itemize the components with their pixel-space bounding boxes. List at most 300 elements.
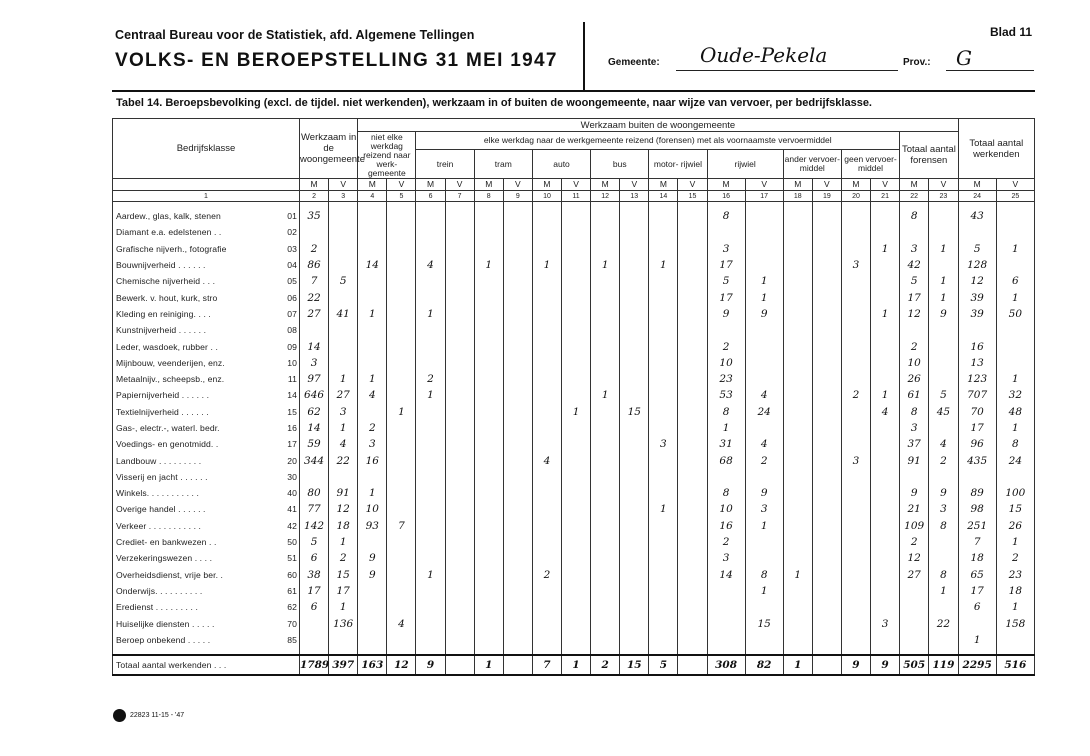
- row-name: Overige handel . . . . . .: [116, 504, 206, 515]
- table-cell: 23: [707, 371, 745, 387]
- table-cell: [678, 534, 707, 550]
- table-cell: [474, 534, 503, 550]
- table-cell: [562, 306, 591, 322]
- table-cell: [678, 338, 707, 354]
- table-cell: [812, 289, 841, 305]
- table-cell: 3: [329, 404, 358, 420]
- table-cell: [871, 501, 900, 517]
- header-v: V: [445, 179, 474, 191]
- table-cell: [620, 615, 649, 631]
- row-name: Beroep onbekend . . . . .: [116, 634, 211, 645]
- table-cell: [649, 567, 678, 583]
- table-cell: [474, 469, 503, 485]
- table-cell: [812, 338, 841, 354]
- table-cell: [387, 567, 416, 583]
- table-cell: 1: [329, 420, 358, 436]
- table-cell: [503, 632, 532, 648]
- table-cell: [620, 420, 649, 436]
- table-cell: [678, 404, 707, 420]
- table-cell: [562, 583, 591, 599]
- header-mode: trein: [416, 150, 474, 179]
- table-cell: 9: [745, 485, 783, 501]
- table-cell: [503, 355, 532, 371]
- row-label: [113, 567, 300, 583]
- table-cell: 1: [996, 289, 1034, 305]
- table-cell: [649, 387, 678, 403]
- table-cell: [591, 355, 620, 371]
- header-elke-werkdag: elke werkdag naar de werkgemeente reizend (forensen) met als voornaamste vervoermiddel: [416, 132, 900, 150]
- table-cell: 8: [745, 567, 783, 583]
- census-title: VOLKS- EN BEROEPSTELLING 31 MEI 1947: [115, 50, 558, 71]
- row-name: Metaalnijv., scheepsb., enz.: [116, 374, 225, 385]
- table-cell: [783, 615, 812, 631]
- table-cell: [871, 208, 900, 224]
- table-cell: [812, 224, 841, 240]
- table-cell: 17: [958, 583, 996, 599]
- table-cell: [329, 208, 358, 224]
- table-cell: [871, 322, 900, 338]
- table-cell: [841, 550, 870, 566]
- table-cell: 8: [707, 208, 745, 224]
- table-cell: [591, 583, 620, 599]
- table-cell: [841, 404, 870, 420]
- table-cell: 158: [996, 615, 1034, 631]
- table-cell: 39: [958, 306, 996, 322]
- table-cell: 1: [329, 599, 358, 615]
- table-cell: [532, 273, 561, 289]
- table-cell: 5: [929, 387, 958, 403]
- table-cell: 17: [329, 583, 358, 599]
- row-label: [113, 469, 300, 485]
- header-left: [115, 28, 558, 72]
- table-cell: [707, 615, 745, 631]
- row-code: 51: [287, 553, 298, 564]
- table-cell: [562, 567, 591, 583]
- table-cell: [929, 338, 958, 354]
- row-label: [113, 550, 300, 566]
- table-cell: [871, 550, 900, 566]
- table-cell: 109: [900, 518, 929, 534]
- table-cell: 35: [300, 208, 329, 224]
- gemeente-label: Gemeente:: [608, 57, 660, 68]
- table-cell: [929, 420, 958, 436]
- table-row: [113, 599, 1035, 615]
- table-cell: [474, 404, 503, 420]
- row-code: 17: [287, 439, 298, 450]
- row-label: [113, 306, 300, 322]
- table-cell: 27: [900, 567, 929, 583]
- table-row: [113, 404, 1035, 420]
- table-cell: [387, 224, 416, 240]
- row-name: Winkels. . . . . . . . . . .: [116, 488, 200, 499]
- table-cell: [678, 632, 707, 648]
- table-cell: [812, 436, 841, 452]
- table-cell: [678, 550, 707, 566]
- table-cell: 251: [958, 518, 996, 534]
- table-cell: 8: [996, 436, 1034, 452]
- row-name: Kleding en reiniging. . . .: [116, 308, 211, 319]
- table-cell: [358, 599, 387, 615]
- table-cell: [562, 273, 591, 289]
- table-cell: 4: [871, 404, 900, 420]
- table-cell: [871, 469, 900, 485]
- column-number: 1: [113, 191, 300, 202]
- table-cell: [532, 338, 561, 354]
- table-cell: [783, 355, 812, 371]
- row-label: [113, 273, 300, 289]
- table-cell: [591, 404, 620, 420]
- table-cell: [591, 615, 620, 631]
- table-cell: [532, 436, 561, 452]
- table-cell: [929, 534, 958, 550]
- table-cell: [300, 224, 329, 240]
- row-label: [113, 632, 300, 648]
- table-cell: 1: [649, 501, 678, 517]
- table-cell: 8: [707, 485, 745, 501]
- table-cell: [387, 436, 416, 452]
- table-cell: 6: [300, 550, 329, 566]
- table-cell: [562, 387, 591, 403]
- table-cell: [416, 208, 445, 224]
- column-number: 25: [996, 191, 1034, 202]
- table-cell: [841, 436, 870, 452]
- table-cell: [678, 387, 707, 403]
- table-cell: [416, 322, 445, 338]
- table-cell: 24: [996, 452, 1034, 468]
- row-label: [113, 436, 300, 452]
- total-cell: 9: [871, 655, 900, 675]
- table-cell: [503, 257, 532, 273]
- row-name: Textielnijverheid . . . . . .: [116, 406, 209, 417]
- table-cell: [329, 338, 358, 354]
- table-cell: [929, 355, 958, 371]
- table-cell: 15: [620, 404, 649, 420]
- table-cell: [445, 567, 474, 583]
- table-cell: [620, 289, 649, 305]
- row-name: Overheidsdienst, vrije ber. .: [116, 569, 224, 580]
- header-mode: auto: [532, 150, 590, 179]
- table-cell: [358, 404, 387, 420]
- table-cell: [358, 534, 387, 550]
- header-mode: motor- rijwiel: [649, 150, 707, 179]
- table-cell: [416, 436, 445, 452]
- row-code: 20: [287, 455, 298, 466]
- total-cell: 1: [783, 655, 812, 675]
- table-cell: [620, 257, 649, 273]
- table-cell: [591, 306, 620, 322]
- table-cell: 16: [958, 338, 996, 354]
- table-cell: [812, 567, 841, 583]
- table-cell: 3: [841, 257, 870, 273]
- table-cell: [871, 257, 900, 273]
- table-cell: [649, 583, 678, 599]
- table-cell: 98: [958, 501, 996, 517]
- table-cell: 26: [900, 371, 929, 387]
- table-cell: [562, 224, 591, 240]
- table-cell: 1: [745, 273, 783, 289]
- table-cell: 1: [996, 599, 1034, 615]
- table-cell: [783, 404, 812, 420]
- table-cell: [745, 208, 783, 224]
- table-cell: [783, 501, 812, 517]
- table-cell: 12: [900, 550, 929, 566]
- table-cell: [783, 583, 812, 599]
- table-cell: [871, 632, 900, 648]
- table-cell: [532, 583, 561, 599]
- table-cell: 27: [329, 387, 358, 403]
- table-cell: [620, 469, 649, 485]
- table-cell: [620, 387, 649, 403]
- table-cell: [562, 241, 591, 257]
- table-cell: [620, 306, 649, 322]
- table-cell: [532, 632, 561, 648]
- table-cell: [474, 322, 503, 338]
- table-cell: 8: [707, 404, 745, 420]
- column-number: 7: [445, 191, 474, 202]
- table-cell: 96: [958, 436, 996, 452]
- table-cell: [745, 550, 783, 566]
- table-row: [113, 615, 1035, 631]
- table-cell: 8: [900, 208, 929, 224]
- table-cell: 128: [958, 257, 996, 273]
- table-cell: 14: [707, 567, 745, 583]
- table-row: [113, 224, 1035, 240]
- table-cell: [562, 289, 591, 305]
- table-cell: 16: [707, 518, 745, 534]
- table-cell: [416, 224, 445, 240]
- table-cell: 9: [707, 306, 745, 322]
- table-cell: [841, 273, 870, 289]
- table-cell: 10: [707, 355, 745, 371]
- table-cell: [358, 322, 387, 338]
- table-cell: [745, 257, 783, 273]
- table-cell: 3: [900, 420, 929, 436]
- table-cell: 43: [958, 208, 996, 224]
- table-cell: 22: [929, 615, 958, 631]
- table-cell: [841, 371, 870, 387]
- header-niet-elke-werkdag: niet elke werkdag reizend naar werk- gemeente: [358, 132, 416, 179]
- table-cell: [929, 257, 958, 273]
- row-label: [113, 322, 300, 338]
- table-cell: [562, 518, 591, 534]
- table-cell: 48: [996, 404, 1034, 420]
- table-cell: [620, 322, 649, 338]
- row-code: 10: [287, 357, 298, 368]
- table-cell: 12: [329, 501, 358, 517]
- table-cell: [416, 404, 445, 420]
- table-cell: [503, 550, 532, 566]
- table-cell: [532, 355, 561, 371]
- table-cell: [300, 632, 329, 648]
- table-cell: [387, 469, 416, 485]
- table-cell: [649, 550, 678, 566]
- table-cell: [503, 289, 532, 305]
- row-name: Bouwnijverheid . . . . . .: [116, 260, 206, 271]
- row-code: 50: [287, 537, 298, 548]
- table-cell: [620, 436, 649, 452]
- row-label: [113, 371, 300, 387]
- table-cell: 3: [929, 501, 958, 517]
- table-cell: [929, 632, 958, 648]
- table-cell: [474, 224, 503, 240]
- table-cell: 18: [996, 583, 1034, 599]
- table-cell: [871, 224, 900, 240]
- table-cell: [841, 355, 870, 371]
- table-cell: [445, 469, 474, 485]
- row-code: 02: [287, 227, 298, 238]
- table-cell: [620, 599, 649, 615]
- row-label: [113, 599, 300, 615]
- row-label: [113, 338, 300, 354]
- table-cell: [783, 322, 812, 338]
- row-name: Onderwijs. . . . . . . . . .: [116, 585, 203, 596]
- table-cell: [678, 322, 707, 338]
- total-cell: 516: [996, 655, 1034, 675]
- table-cell: [620, 632, 649, 648]
- row-name: Voedings- en genotmidd. .: [116, 439, 219, 450]
- header-werkzaam-in: Werkzaam in de woongemeente: [300, 119, 358, 179]
- table-cell: [329, 322, 358, 338]
- table-cell: [445, 224, 474, 240]
- column-number: 13: [620, 191, 649, 202]
- table-cell: 8: [929, 567, 958, 583]
- print-code: 22823 11-15 - '47: [130, 712, 185, 719]
- table-cell: [841, 615, 870, 631]
- table-cell: [649, 273, 678, 289]
- table-cell: 1: [996, 534, 1034, 550]
- table-cell: 1: [329, 534, 358, 550]
- table-cell: 39: [958, 289, 996, 305]
- table-cell: [678, 501, 707, 517]
- table-cell: [900, 224, 929, 240]
- table-cell: [591, 420, 620, 436]
- table-cell: 1: [358, 371, 387, 387]
- row-code: 62: [287, 602, 298, 613]
- table-cell: 6: [958, 599, 996, 615]
- table-cell: [745, 534, 783, 550]
- table-cell: [445, 306, 474, 322]
- table-cell: [678, 518, 707, 534]
- table-cell: 8: [929, 518, 958, 534]
- table-cell: [678, 273, 707, 289]
- total-cell: 119: [929, 655, 958, 675]
- table-cell: [445, 518, 474, 534]
- table-cell: [300, 615, 329, 631]
- table-cell: [871, 420, 900, 436]
- table-row: [113, 306, 1035, 322]
- table-cell: [841, 469, 870, 485]
- table-cell: 91: [329, 485, 358, 501]
- table-cell: 89: [958, 485, 996, 501]
- table-cell: [562, 632, 591, 648]
- total-cell: 7: [532, 655, 561, 675]
- table-cell: 2: [900, 534, 929, 550]
- table-cell: [445, 485, 474, 501]
- column-number: 14: [649, 191, 678, 202]
- table-cell: 17: [300, 583, 329, 599]
- row-code: 16: [287, 423, 298, 433]
- table-cell: [678, 485, 707, 501]
- row-label: [113, 420, 300, 436]
- total-cell: 1789: [300, 655, 329, 675]
- table-cell: [929, 208, 958, 224]
- table-cell: [678, 306, 707, 322]
- table-cell: [562, 501, 591, 517]
- table-cell: [300, 469, 329, 485]
- column-number: 10: [532, 191, 561, 202]
- header-v: V: [996, 179, 1034, 191]
- table-cell: [649, 241, 678, 257]
- column-number: 23: [929, 191, 958, 202]
- table-cell: [783, 534, 812, 550]
- header-v: V: [812, 179, 841, 191]
- table-cell: 1: [871, 306, 900, 322]
- table-cell: [783, 387, 812, 403]
- table-cell: [649, 338, 678, 354]
- table-cell: [783, 224, 812, 240]
- table-cell: [812, 404, 841, 420]
- row-label: [113, 583, 300, 599]
- table-cell: 5: [958, 241, 996, 257]
- row-label: [113, 452, 300, 468]
- row-code: 40: [287, 488, 298, 499]
- table-cell: 68: [707, 452, 745, 468]
- row-code: 11: [287, 374, 298, 385]
- header-rule: [112, 90, 1035, 92]
- table-cell: [841, 518, 870, 534]
- table-cell: [649, 289, 678, 305]
- header-v: V: [387, 179, 416, 191]
- table-cell: [812, 257, 841, 273]
- table-cell: [783, 550, 812, 566]
- table-cell: [929, 224, 958, 240]
- table-cell: [474, 583, 503, 599]
- total-cell: 15: [620, 655, 649, 675]
- table-cell: [591, 273, 620, 289]
- table-cell: [532, 371, 561, 387]
- column-number: 19: [812, 191, 841, 202]
- header-m: M: [841, 179, 870, 191]
- table-cell: [474, 452, 503, 468]
- table-cell: [503, 436, 532, 452]
- data-table: [112, 118, 1035, 676]
- table-cell: [387, 583, 416, 599]
- table-cell: 1: [707, 420, 745, 436]
- table-cell: [841, 632, 870, 648]
- table-cell: 27: [300, 306, 329, 322]
- table-cell: 2: [707, 338, 745, 354]
- table-cell: 6: [300, 599, 329, 615]
- table-cell: [812, 387, 841, 403]
- table-cell: [416, 615, 445, 631]
- table-cell: [783, 306, 812, 322]
- total-cell: 397: [329, 655, 358, 675]
- header-bedrijfsklasse: Bedrijfsklasse: [113, 119, 300, 179]
- print-footer: [113, 709, 184, 722]
- table-cell: [783, 518, 812, 534]
- table-cell: 2: [929, 452, 958, 468]
- table-cell: [841, 241, 870, 257]
- table-cell: 3: [300, 355, 329, 371]
- table-cell: 9: [929, 485, 958, 501]
- table-cell: [841, 338, 870, 354]
- table-cell: [996, 208, 1034, 224]
- table-cell: [649, 469, 678, 485]
- table-cell: 1: [474, 257, 503, 273]
- row-code: 61: [287, 585, 298, 596]
- row-label: [113, 534, 300, 550]
- table-cell: [416, 289, 445, 305]
